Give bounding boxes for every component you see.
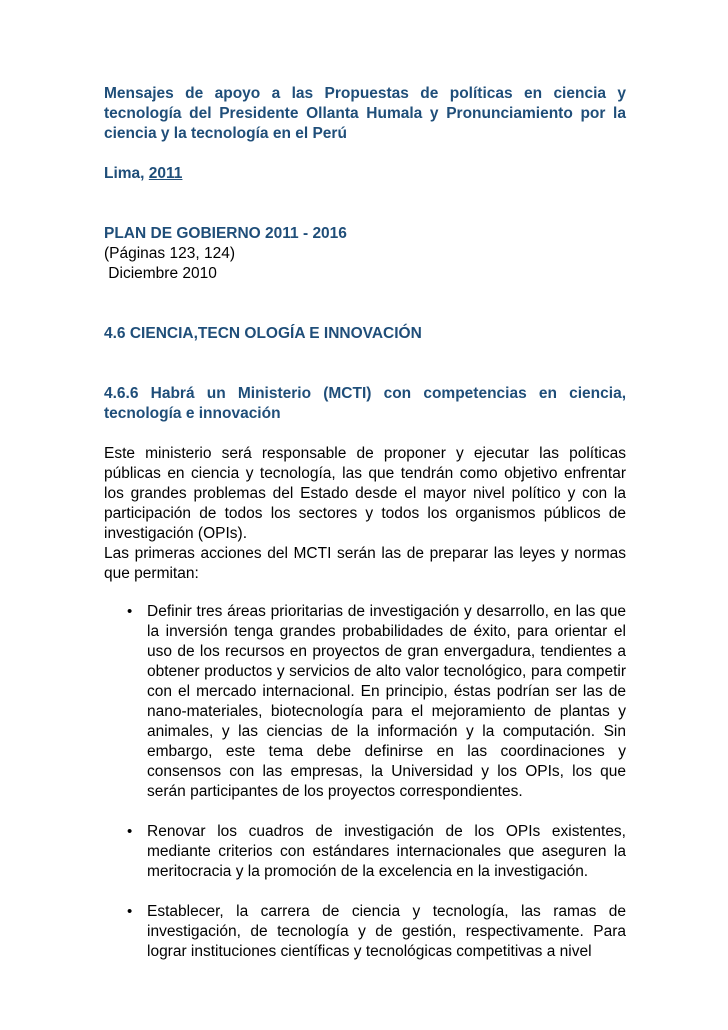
action-list <box>104 602 626 962</box>
list-item-text: Renovar los cuadros de investigación de los OPIs existentes, mediante criterios con estándares internacionales que aseguren la meritocracia y la promoción de la excelencia en la investigación. <box>147 823 626 880</box>
list-item <box>104 902 626 962</box>
bullet-icon: • <box>127 903 133 920</box>
document-place-date <box>104 164 626 184</box>
section-4-6-heading: 4.6 CIENCIA,TECN OLOGÍA E INNOVACIÓN <box>104 325 422 342</box>
document-page <box>104 84 626 982</box>
bullet-icon: • <box>127 823 133 840</box>
section-4-6-6-heading: 4.6.6 Habrá un Ministerio (MCTI) con competencias en ciencia, tecnología e innovación <box>104 385 626 422</box>
list-item <box>104 602 626 802</box>
list-item <box>104 822 626 882</box>
plan-block <box>104 224 626 284</box>
document-city: Lima, <box>104 165 149 182</box>
plan-pages: (Páginas 123, 124) <box>104 245 235 262</box>
section-paragraph-2: Las primeras acciones del MCTI serán las de preparar las leyes y normas que permitan: <box>104 545 626 582</box>
plan-title: PLAN DE GOBIERNO 2011 - 2016 <box>104 225 347 242</box>
section-paragraph-1: Este ministerio será responsable de proponer y ejecutar las políticas públicas en ciencia y tecnología, las que tendrán como objetivo enfrentar los grandes problemas del Estado desde el mayor nivel político y con la participación de todos los sectores y todos los organismos públicos de investigación (OPIs). <box>104 445 626 542</box>
bullet-icon: • <box>127 603 133 620</box>
plan-date: Diciembre 2010 <box>104 265 217 282</box>
document-year-link[interactable]: 2011 <box>148 165 183 182</box>
document-title: Mensajes de apoyo a las Propuestas de políticas en ciencia y tecnología del Presidente Ollanta Humala y Pronunciamiento por la ciencia y la tecnología en el Perú <box>104 85 626 142</box>
list-item-text: Establecer, la carrera de ciencia y tecnología, las ramas de investigación, de tecnología y de gestión, respectivamente. Para lograr instituciones científicas y tecnológicas competitivas a nivel <box>147 903 626 960</box>
list-item-text: Definir tres áreas prioritarias de investigación y desarrollo, en las que la inversión tenga grandes probabilidades de éxito, para orientar el uso de los recursos en proyectos de gran envergadura, tendientes a obtener productos y servicios de alto valor tecnológico, para competir con el mercado internacional. En principio, éstas podrían ser las de nano-materiales, biotecnología para el mejoramiento de plantas y animales, y las ciencias de la información y la computación. Sin embargo, este tema debe definirse en las coordinaciones y consensos con las empresas, la Universidad y los OPIs, los que serán participantes de los proyectos correspondientes. <box>147 603 626 800</box>
